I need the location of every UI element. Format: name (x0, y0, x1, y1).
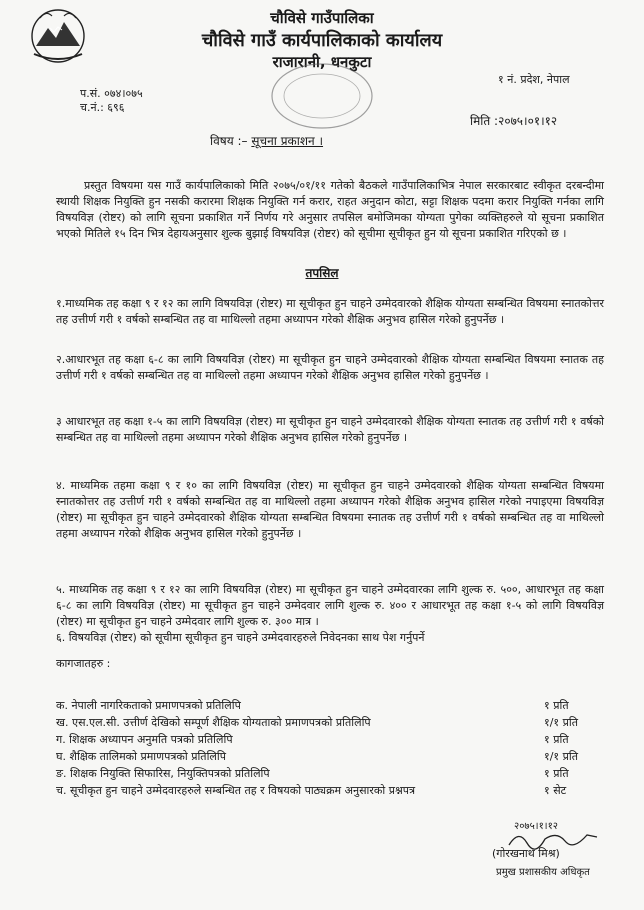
item-6: ६. विषयविज्ञ (रोष्टर) को सूचीमा सूचीकृत हुन चाहने उम्मेदवारहरुले निवेदनका साथ पेश गर्नुपर्ने (56, 631, 425, 644)
signature-name: (गोरखनाथ मिश्र) (492, 847, 560, 860)
detail-heading: तपसिल (305, 266, 339, 280)
item-5: ५. माध्यमिक तह कक्षा ९ र १२ का लागि विषयविज्ञ (रोष्टर) मा सूचीकृत हुन चाहने उम्मेदवारका लागि शुल्क रु. ५००, आधारभूत तह कक्षा ६-८ का लागि विषयविज्ञ (रोष्टर) मा सूचीकृत हुन चाहने उम्मेदवार लागि शुल्क रु. ४०० र आधारभूत तह कक्षा १-५ को लागि विषयविज्ञ (रोष्टर) मा सूचीकृत हुन चाहने उम्मेदवार लागि शुल्क रु. ३०० मात्र । (56, 583, 604, 628)
list-item: क. नेपाली नागरिकताको प्रमाणपत्रको प्रतिलिपि १ प्रति (56, 699, 569, 712)
signature-date: २०७५।१।१२ (514, 821, 558, 832)
header-line2: चौविसे गाउँ कार्यपालिकाको कार्यालय (201, 30, 443, 51)
documents-list (56, 697, 604, 799)
list-item: घ. शैक्षिक तालिमको प्रमाणपत्रको प्रतिलिपि १/१ प्रति (56, 750, 579, 763)
reference-chn: च.नं.: ६९६ (80, 101, 125, 114)
header-line3: राजारानी, धनकुटा (272, 53, 372, 71)
subject-text: सूचना प्रकाशन । (251, 134, 324, 148)
document-date: मिति :२०७५।०१।१२ (470, 114, 558, 128)
list-item: ग. शिक्षक अध्यापन अनुमति पत्रको प्रतिलिपि १ प्रति (56, 733, 569, 746)
subject-line (210, 132, 323, 149)
office-stamp-icon (268, 60, 376, 132)
list-item: ङ. शिक्षक नियुक्ति सिफारिस, नियुक्तिपत्रको प्रतिलिपि १ प्रति (56, 767, 569, 780)
item-1: १.माध्यमिक तह कक्षा ९ र १२ का लागि विषयविज्ञ (रोष्टर) मा सूचीकृत हुन चाहने उम्मेदवारको शैक्षिक योग्यता सम्बन्धित विषयमा स्नातकोत्तर तह उत्तीर्ण गरी १ वर्षको सम्बन्धित तह वा माथिल्लो तहमा अध्यापन गरेको शैक्षिक अनुभव हासिल गरेको हुनुपर्नेछ । (56, 297, 604, 326)
documents-label: कागजातहरु : (56, 657, 111, 670)
subject-label: विषय :– (210, 134, 248, 148)
header-line1: चौविसे गाउँपालिका (270, 9, 374, 27)
list-item: च. सूचीकृत हुन चाहने उम्मेदवारहरुले सम्बन्धित तह र विषयको पाठ्यक्रम अनुसारको प्रश्नपत्र १ सेट (56, 784, 567, 797)
signature-title: प्रमुख प्रशासकीय अधिकृत (496, 867, 590, 878)
province: १ नं. प्रदेश, नेपाल (498, 73, 570, 86)
reference-ps: प.सं. ०७४।०७५ (80, 87, 143, 100)
item-3: ३ आधारभूत तह कक्षा १-५ का लागि विषयविज्ञ (रोष्टर) मा सूचीकृत हुन चाहने उम्मेदवारको शैक्षिक योग्यता स्नातक तह उत्तीर्ण गरी १ वर्षको सम्बन्धित तह वा माथिल्लो तहमा अध्यापन गरेको शैक्षिक अनुभव हासिल गरेको हुनुपर्नेछ । (56, 415, 604, 444)
intro-paragraph: प्रस्तुत विषयमा यस गाउँ कार्यपालिकाको मिति २०७५/०१/११ गतेको बैठकले गाउँपालिकाभित्र नेपाल सरकारबाट स्वीकृत दरबन्दीमा स्थायी शिक्षक नियुक्ति हुन नसकी करारमा शिक्षक नियुक्ति गर्न करार, राहत अनुदान कोटा, सट्टा शिक्षक पदमा करार नियुक्ति गर्नका लागि विषयविज्ञ (रोष्टर) को लागि सूचना प्रकाशित गर्ने निर्णय गरे अनुसार तपसिल बमोजिमका योग्यता पुगेका व्यक्तिहरुले यो सूचना प्रकाशित भएको मितिले १५ दिन भित्र देहायअनुसार शुल्क बुझाई विषयविज्ञ (रोष्टर) को सूचीमा सूचीकृत हुन यो सूचना प्रकाशित गरिएको छ । (56, 179, 604, 240)
list-item: ख. एस.एल.सी. उत्तीर्ण देखिको सम्पूर्ण शैक्षिक योग्यताको प्रमाणपत्रको प्रतिलिपि १/१ प्रति (56, 716, 579, 729)
item-4: ४. माध्यमिक तहमा कक्षा ९ र १० का लागि विषयविज्ञ (रोष्टर) मा सूचीकृत हुन चाहने उम्मेदवारको शैक्षिक योग्यता सम्बन्धित विषयमा स्नातकोत्तर तह उत्तीर्ण गरी १ वर्षको सम्बन्धित तह वा माथिल्लो तहमा अध्यापन गरेको शैक्षिक अनुभव हासिल गरेको नपाइएमा विषयविज्ञ (रोष्टर) मा सूचीकृत हुन चाहने उम्मेदवारको शैक्षिक योग्यता सम्बन्धित विषयमा स्नातक तह उत्तीर्ण गरी १ वर्षको सम्बन्धित तह वा माथिल्लो तहमा अध्यापन गरेको शैक्षिक अनुभव हासिल गरेको हुनुपर्नेछ । (56, 479, 604, 540)
item-2: २.आधारभूत तह कक्षा ६-८ का लागि विषयविज्ञ (रोष्टर) मा सूचीकृत हुन चाहने उम्मेदवारको शैक्षिक योग्यता सम्बन्धित विषयमा स्नातक तह उत्तीर्ण गरी १ वर्षको सम्बन्धित तह वा माथिल्लो तहमा अध्यापन गरेको शैक्षिक अनुभव हासिल गरेको हुनुपर्नेछ । (56, 353, 604, 382)
